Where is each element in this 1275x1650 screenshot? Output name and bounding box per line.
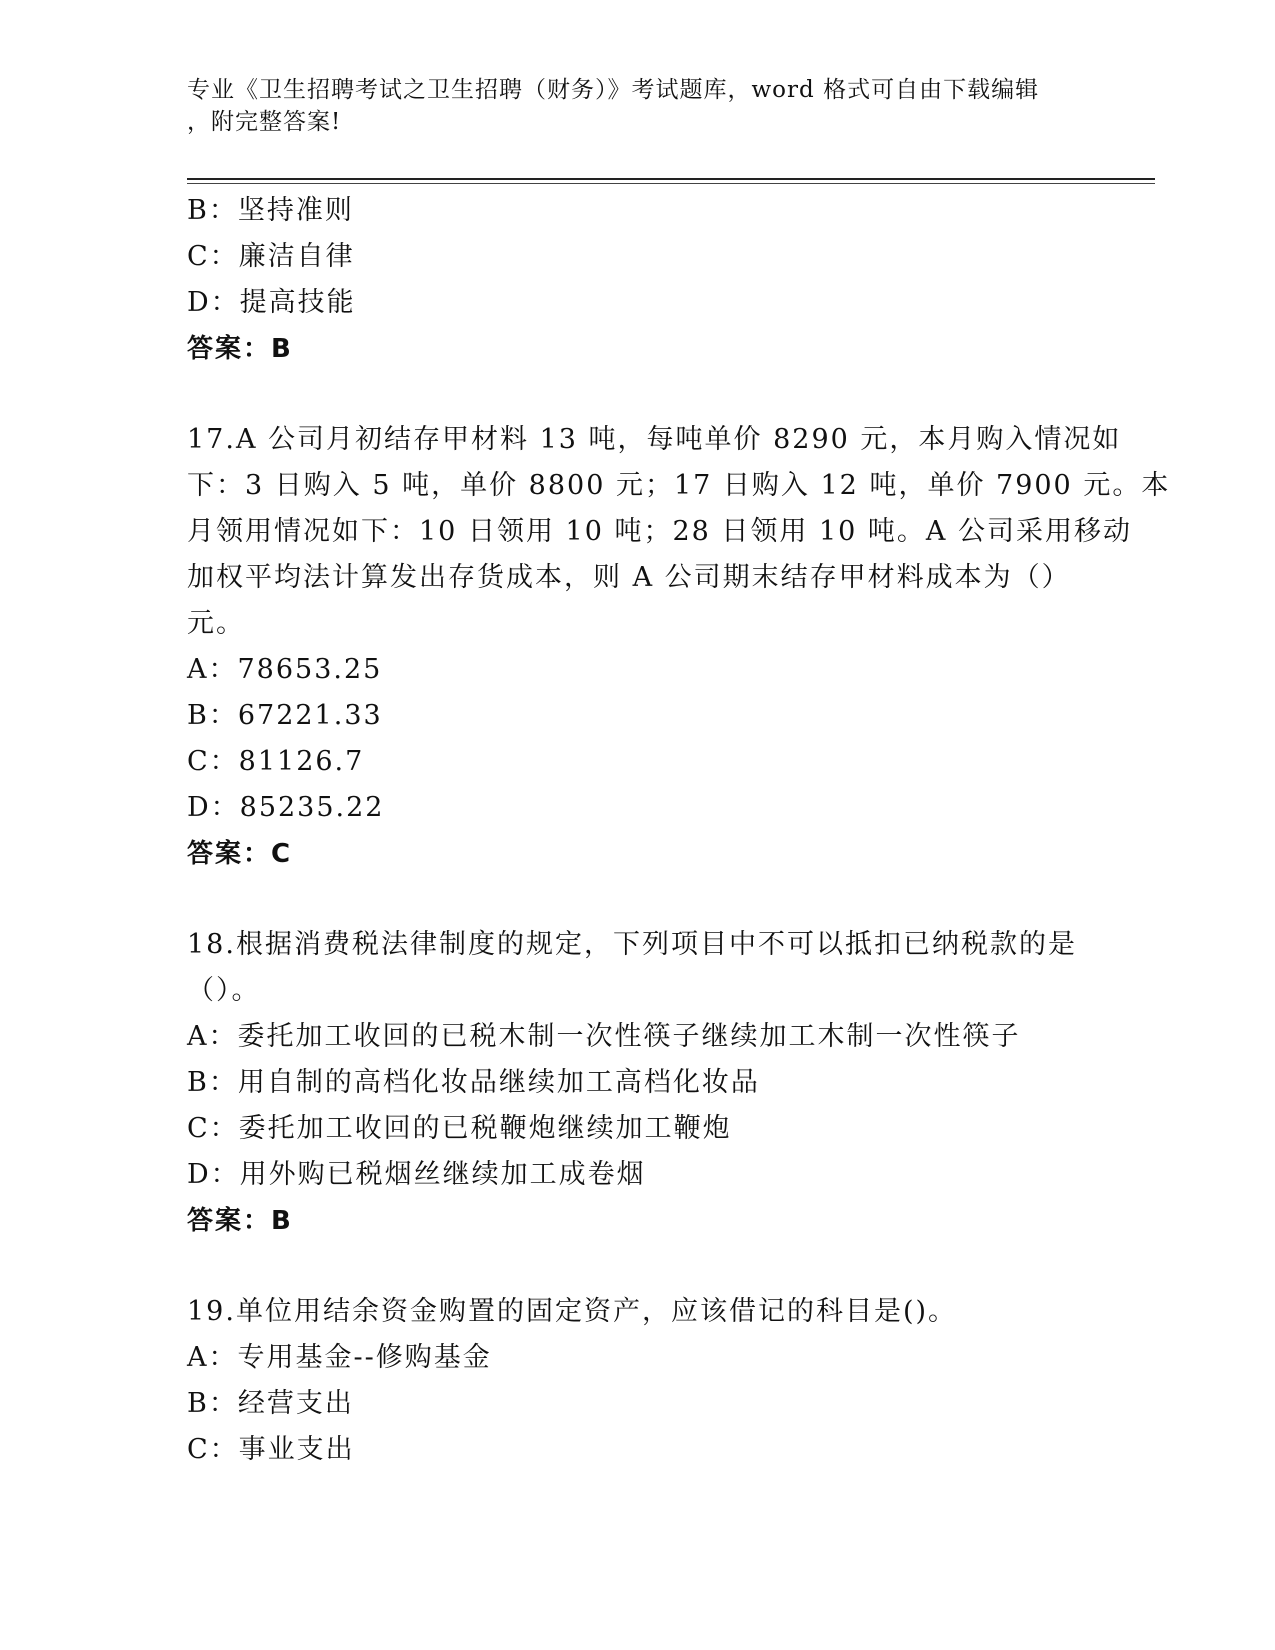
header-line-2: ，附完整答案!	[187, 109, 342, 135]
option-c: C：委托加工收回的已税鞭炮继续加工鞭炮	[187, 1113, 732, 1144]
question-19	[187, 1289, 1087, 1473]
question-17	[187, 417, 1171, 877]
option-a: A：78653.25	[187, 654, 383, 685]
option-b: B：用自制的高档化妆品继续加工高档化妆品	[187, 1067, 760, 1098]
question-text-line: 17.A 公司月初结存甲材料 13 吨，每吨单价 8290 元，本月购入情况如	[187, 424, 1122, 455]
document-header	[187, 74, 1067, 138]
header-divider-thick	[187, 178, 1155, 180]
answer: 答案：C	[187, 839, 293, 869]
question-18	[187, 922, 1087, 1244]
header-line-1: 专业《卫生招聘考试之卫生招聘（财务）》考试题库，word 格式可自由下载编辑	[187, 77, 1040, 103]
question-text-line: 元。	[187, 608, 245, 639]
header-divider-thin	[187, 183, 1155, 184]
question-text-line: （）。	[187, 975, 261, 1006]
option-c: C：事业支出	[187, 1434, 355, 1465]
option-d: D：提高技能	[187, 287, 356, 318]
question-text-line: 月领用情况如下：10 日领用 10 吨；28 日领用 10 吨。A 公司采用移动	[187, 516, 1133, 547]
option-c: C：廉洁自律	[187, 241, 355, 272]
question-text-line: 下：3 日购入 5 吨，单价 8800 元；17 日购入 12 吨，单价 7900 元。本	[187, 470, 1171, 501]
question-text-line: 19.单位用结余资金购置的固定资产，应该借记的科目是()。	[187, 1296, 958, 1327]
question-text-line: 18.根据消费税法律制度的规定，下列项目中不可以抵扣已纳税款的是	[187, 929, 1077, 960]
answer: 答案：B	[187, 1206, 293, 1236]
answer: 答案：B	[187, 334, 293, 364]
option-d: D：用外购已税烟丝继续加工成卷烟	[187, 1159, 646, 1190]
spacer	[187, 1244, 1087, 1289]
option-a: A：委托加工收回的已税木制一次性筷子继续加工木制一次性筷子	[187, 1021, 1021, 1052]
question-text-line: 加权平均法计算发出存货成本，则 A 公司期末结存甲材料成本为（）	[187, 562, 1071, 593]
option-b: B：坚持准则	[187, 195, 354, 226]
option-b: B：67221.33	[187, 700, 383, 731]
option-c: C：81126.7	[187, 746, 365, 777]
question-content	[187, 188, 1171, 1473]
prev-question	[187, 188, 1087, 372]
option-d: D：85235.22	[187, 792, 385, 823]
option-b: B：经营支出	[187, 1388, 354, 1419]
option-a: A：专用基金--修购基金	[187, 1342, 492, 1373]
spacer	[187, 877, 1087, 922]
spacer	[187, 372, 1087, 417]
